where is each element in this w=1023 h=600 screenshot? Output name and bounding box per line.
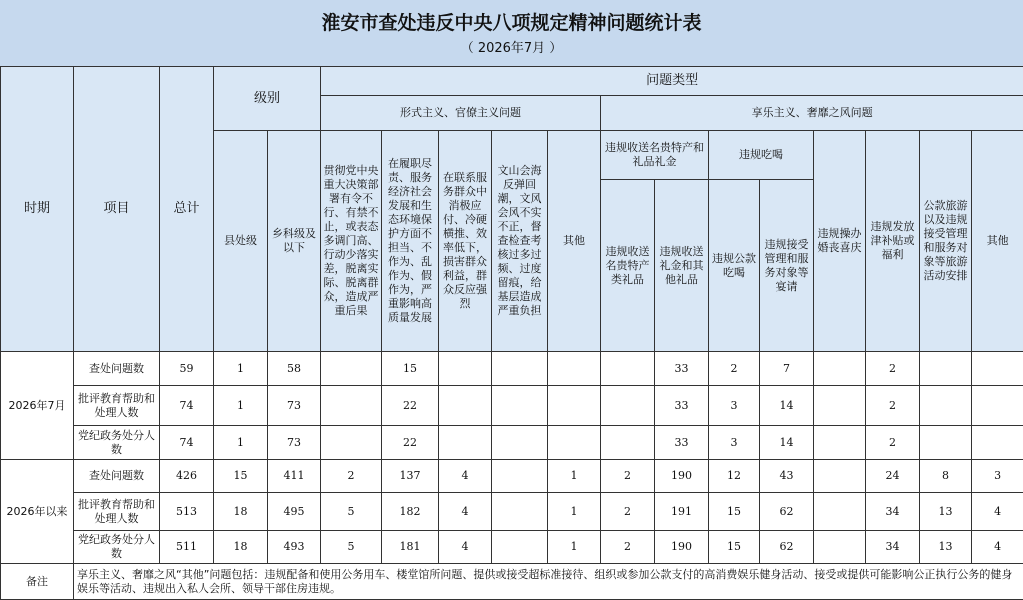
value-cell [492,426,548,460]
value-cell: 1 [214,352,268,386]
value-cell [814,460,866,493]
value-cell: 73 [268,426,321,460]
note-text: 享乐主义、奢靡之风“其他”问题包括：违规配备和使用公务用车、楼堂馆所问题、提供或接受超标准接待、组织或参加公款支付的高消费娱乐健身活动、接受或提供可能影响公正执行公务的健身娱乐等活动、违规出入私人会所、领导干部住房违规。 [74,564,1023,600]
value-cell: 411 [268,460,321,493]
value-cell: 2 [601,460,655,493]
value-cell: 62 [760,531,814,564]
value-cell [492,386,548,426]
header-problem-type: 问题类型 [321,67,1023,96]
value-cell [814,493,866,531]
value-cell: 74 [160,426,214,460]
value-cell: 12 [709,460,760,493]
value-cell: 2 [866,386,920,426]
value-cell: 3 [972,460,1023,493]
value-cell [920,426,972,460]
value-cell: 14 [760,426,814,460]
value-cell: 14 [760,386,814,426]
value-cell [548,386,601,426]
value-cell [439,386,492,426]
page-subtitle: （ 2026年7月 ） [0,37,1023,56]
header-hedonism-4: 违规接受管理和服务对象等宴请 [760,180,814,352]
value-cell [321,352,382,386]
header-hedonism-other: 其他 [972,131,1023,352]
value-cell: 4 [972,531,1023,564]
value-cell: 33 [655,386,709,426]
value-cell: 2 [866,426,920,460]
value-cell: 182 [382,493,439,531]
value-cell [492,460,548,493]
value-cell [972,426,1023,460]
value-cell [439,352,492,386]
header-formalism-2: 在履职尽责、服务经济社会发展和生态环境保护方面不担当、不作为、乱作为、假作为，严重影响高质量发展 [382,131,439,352]
value-cell [548,352,601,386]
value-cell [814,531,866,564]
value-cell: 34 [866,493,920,531]
value-cell: 24 [866,460,920,493]
value-cell [814,352,866,386]
value-cell: 73 [268,386,321,426]
item-cell: 党纪政务处分人数 [74,426,160,460]
value-cell [601,426,655,460]
header-hedonism-3: 违规公款吃喝 [709,180,760,352]
value-cell: 5 [321,531,382,564]
value-cell: 3 [709,426,760,460]
value-cell: 1 [548,460,601,493]
value-cell: 495 [268,493,321,531]
value-cell [920,386,972,426]
value-cell: 1 [214,386,268,426]
period-cell: 2026年以来 [1,460,74,564]
value-cell: 18 [214,531,268,564]
header-formalism-other: 其他 [548,131,601,352]
header-hedonism-6: 违规发放津补贴或福利 [866,131,920,352]
value-cell [492,352,548,386]
value-cell: 190 [655,531,709,564]
value-cell [920,352,972,386]
value-cell: 4 [439,493,492,531]
item-cell: 批评教育帮助和处理人数 [74,386,160,426]
value-cell: 190 [655,460,709,493]
value-cell: 4 [439,460,492,493]
item-cell: 批评教育帮助和处理人数 [74,493,160,531]
value-cell: 15 [214,460,268,493]
item-cell: 查处问题数 [74,460,160,493]
header-formalism-1: 贯彻党中央重大决策部署有令不行、有禁不止，或表态多调门高、行动少落实差，脱离实际、脱离群众，造成严重后果 [321,131,382,352]
value-cell: 513 [160,493,214,531]
item-cell: 党纪政务处分人数 [74,531,160,564]
value-cell: 181 [382,531,439,564]
value-cell: 3 [709,386,760,426]
value-cell: 5 [321,493,382,531]
value-cell: 8 [920,460,972,493]
value-cell [601,352,655,386]
value-cell [972,352,1023,386]
header-hedonism-1: 违规收送名贵特产类礼品 [601,180,655,352]
value-cell: 18 [214,493,268,531]
value-cell: 1 [548,493,601,531]
value-cell [601,386,655,426]
header-township-level: 乡科级及以下 [268,131,321,352]
value-cell: 191 [655,493,709,531]
item-cell: 查处问题数 [74,352,160,386]
value-cell [548,426,601,460]
value-cell: 2 [601,493,655,531]
period-cell: 2026年7月 [1,352,74,460]
value-cell [814,386,866,426]
value-cell: 62 [760,493,814,531]
note-label: 备注 [1,564,74,600]
page-title: 淮安市查处违反中央八项规定精神问题统计表 [0,8,1023,35]
header-formalism-3: 在联系服务群众中消极应付、冷硬横推、效率低下，损害群众利益，群众反应强烈 [439,131,492,352]
value-cell: 43 [760,460,814,493]
header-hedonism-5: 违规操办婚丧喜庆 [814,131,866,352]
value-cell: 34 [866,531,920,564]
value-cell: 4 [439,531,492,564]
header-eat-group: 违规吃喝 [709,131,814,180]
value-cell: 15 [709,531,760,564]
value-cell: 2 [321,460,382,493]
value-cell: 15 [382,352,439,386]
statistics-table [0,66,1023,600]
value-cell: 2 [866,352,920,386]
value-cell: 2 [709,352,760,386]
value-cell [492,531,548,564]
value-cell: 74 [160,386,214,426]
header-county-level: 县处级 [214,131,268,352]
value-cell [492,493,548,531]
header-item: 项目 [74,67,160,352]
header-hedonism-2: 违规收送礼金和其他礼品 [655,180,709,352]
title-banner [0,0,1023,67]
header-hedonism-7: 公款旅游以及违规接受管理和服务对象等旅游活动安排 [920,131,972,352]
header-level: 级别 [214,67,321,131]
value-cell: 7 [760,352,814,386]
header-gift-group: 违规收送名贵特产和礼品礼金 [601,131,709,180]
header-hedonism: 享乐主义、奢靡之风问题 [601,96,1023,131]
value-cell: 1 [548,531,601,564]
header-formalism-4: 文山会海反弹回潮，文风会风不实不正，督查检查考核过多过频、过度留痕，给基层造成严重负担 [492,131,548,352]
value-cell: 22 [382,426,439,460]
value-cell [321,386,382,426]
value-cell: 1 [214,426,268,460]
value-cell: 13 [920,531,972,564]
value-cell [321,426,382,460]
value-cell: 493 [268,531,321,564]
value-cell: 15 [709,493,760,531]
value-cell: 58 [268,352,321,386]
value-cell [439,426,492,460]
value-cell: 33 [655,352,709,386]
header-period: 时期 [1,67,74,352]
header-total: 总计 [160,67,214,352]
value-cell: 13 [920,493,972,531]
value-cell: 22 [382,386,439,426]
value-cell [814,426,866,460]
value-cell: 59 [160,352,214,386]
value-cell [972,386,1023,426]
value-cell: 137 [382,460,439,493]
value-cell: 33 [655,426,709,460]
value-cell: 4 [972,493,1023,531]
value-cell: 511 [160,531,214,564]
value-cell: 426 [160,460,214,493]
value-cell: 2 [601,531,655,564]
header-formalism: 形式主义、官僚主义问题 [321,96,601,131]
